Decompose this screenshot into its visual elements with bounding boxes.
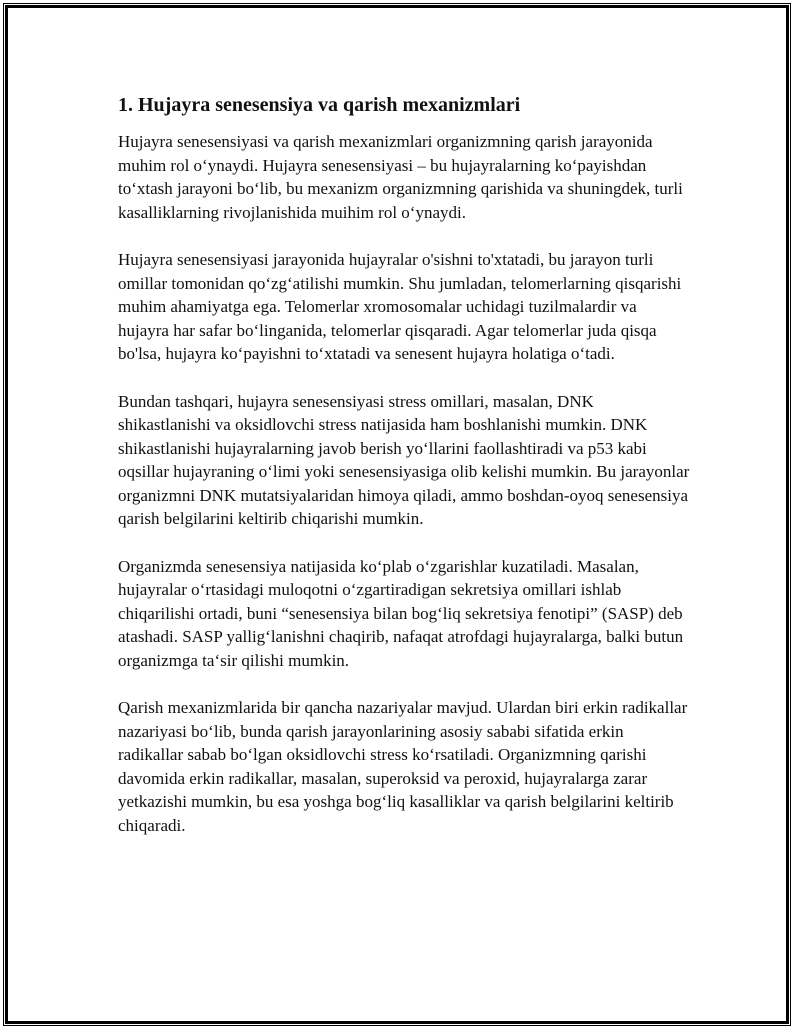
paragraph-telomeres: Hujayra senesensiyasi jarayonida hujayralar o'sishni to'xtatadi, bu jarayon turli omillar tomonidan qo‘zg‘atilishi mumkin. Shu jumladan, telomerlarning qisqarishi muhim ahamiyatga ega. Telomerlar xromosomalar uchidagi tuzilmalardir va hujayra har safar bo‘linganida, telomerlar qisqaradi. Agar telomerlar juda qisqa bo'lsa, hujayra ko‘payishni to‘xtatadi va senesent hujayra holatiga o‘tadi. [118,250,682,363]
paragraph-intro: Hujayra senesensiyasi va qarish mexanizmlari organizmning qarish jarayonida muhim rol o‘ynaydi. Hujayra senesensiyasi – bu hujayralarning ko‘payishdan to‘xtash jarayoni bo‘lib, bu mexanizm organizmning qarishida va shuningdek, turli kasalliklarning rivojlanishida muihim rol o‘ynaydi. [118,132,683,222]
section-heading: 1. Hujayra senesensiya va qarish mexanizmlari [118,94,521,116]
document-body [118,92,690,861]
paragraph-free-radicals: Qarish mexanizmlarida bir qancha nazariyalar mavjud. Ulardan biri erkin radikallar nazariyasi bo‘lib, bunda qarish jarayonlarining asosiy sababi sifatida erkin radikallar sabab bo‘lgan oksidlovchi stress ko‘rsatiladi. Organizmning qarishi davomida erkin radikallar, masalan, superoksid va peroxid, hujayralarga zarar yetkazishi mumkin, bu esa yoshga bog‘liq kasalliklar va qarish belgilarini keltirib chiqaradi. [118,698,688,835]
paragraph-stress-factors: Bundan tashqari, hujayra senesensiyasi stress omillari, masalan, DNK shikastlanishi va oksidlovchi stress natijasida ham boshlanishi mumkin. DNK shikastlanishi hujayralarning javob berish yo‘llarini faollashtiradi va p53 kabi oqsillar hujayraning o‘limi yoki senesensiyasiga olib kelishi mumkin. Bu jarayonlar organizmni DNK mutatsiyalaridan himoya qiladi, ammo boshdan-oyoq senesensiya qarish belgilarini keltirib chiqarishi mumkin. [118,391,690,528]
paragraph-sasp: Organizmda senesensiya natijasida ko‘plab o‘zgarishlar kuzatiladi. Masalan, hujayralar o‘rtasidagi muloqotni o‘zgartiradigan sekretsiya omillari ishlab chiqarilishi ortadi, buni “senesensiya bilan bog‘liq sekretsiya fenotipi” (SASP) deb atashadi. SASP yallig‘lanishni chaqirib, nafaqat atrofdagi hujayralarga, balki butun organizmga ta‘sir qilishi mumkin. [118,556,684,670]
